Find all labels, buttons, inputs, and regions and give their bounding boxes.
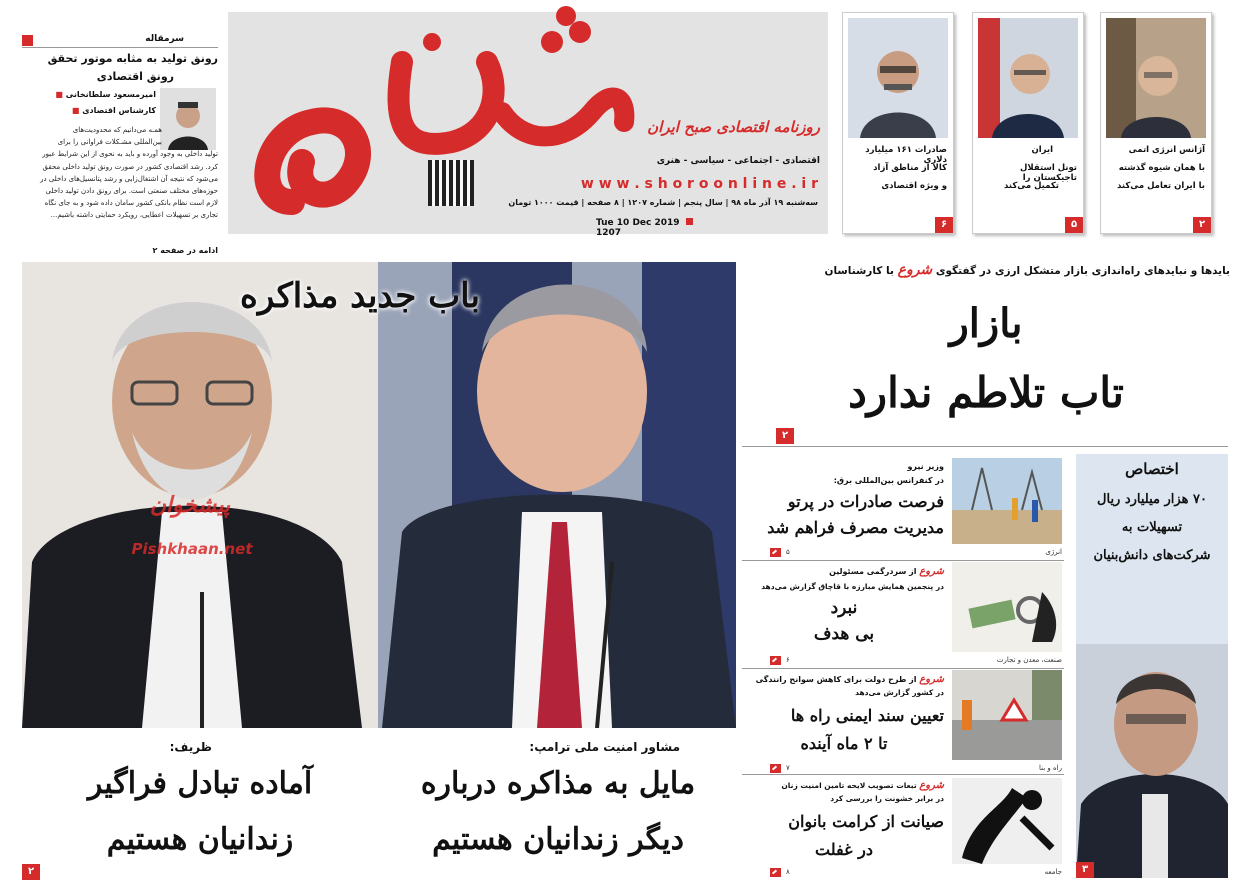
left-quote-2[interactable]: زندانیان هستیم: [106, 822, 294, 857]
date-en: Tue 10 Dec 2019: [596, 218, 680, 228]
kicker-text-2: از سردرگمی مسئولین: [829, 567, 917, 576]
news-divider-2: [742, 668, 1064, 669]
main-kicker: [742, 262, 1230, 278]
editorial-label-text: سرمقاله: [145, 34, 184, 44]
news-photo-3: [952, 670, 1062, 760]
news-kicker-1a: وزیر نیرو: [907, 462, 944, 471]
exclusive-line-1: ۷۰ هزار میلیارد ریال: [1097, 492, 1207, 507]
body-line: لازم است نظام بانکی کشور سامان داده شود و به جای نگاه: [44, 199, 218, 208]
teaser-photo-3: [848, 18, 948, 138]
news-headline-4b[interactable]: در غفلت: [815, 840, 873, 859]
kicker-text: بایدها و نبایدهای راه‌اندازی بازار متشکل ارزی در گفتگوی: [935, 265, 1230, 277]
dateline-fa: سه‌شنبه ۱۹ آذر ماه ۹۸ | سال پنجم | شماره ۱۲۰۷ | ۸ صفحه | قیمت ۱۰۰۰ تومان: [508, 198, 818, 207]
teaser-text-1c: با ایران تعامل می‌کند: [1116, 181, 1205, 191]
kicker-brand-2: شروع: [919, 566, 944, 577]
kicker-text-4: تبعات تصویب لایحه تامین امنیت زنان: [781, 781, 917, 790]
dateline-en: [596, 218, 721, 238]
body-line: بین‌المللی مشـکلات فراوانی را برای: [57, 138, 162, 147]
teaser-photo-1: [1106, 18, 1206, 138]
teaser-page-3: ۶: [935, 217, 953, 233]
left-quote-1[interactable]: آماده تبادل فراگیر: [87, 766, 313, 801]
news-photo-1: [952, 458, 1062, 544]
teaser-text-3a: صادرات ۱۶۱ میلیارد دلاری: [865, 145, 947, 165]
exclusive-line-3: شرکت‌های دانش‌بنیان: [1093, 548, 1211, 563]
left-quote-kicker: ظریف:: [169, 740, 212, 754]
exclusive-page: ۳: [1076, 862, 1094, 878]
right-quote-1[interactable]: مایل به مذاکره درباره: [420, 766, 696, 801]
news-kicker-3b: در کشور گزارش می‌دهد: [855, 688, 944, 697]
qr-code: [428, 160, 474, 206]
news-page-2: ۶: [786, 656, 790, 664]
news-headline-2a[interactable]: نبرد: [830, 598, 858, 618]
teaser-text-3b: کالا از مناطق آزاد: [873, 163, 947, 173]
watermark-fa: پیشخوان: [149, 492, 231, 518]
news-section-1: انرژی: [1045, 548, 1062, 556]
news-kicker-4a: [744, 780, 944, 791]
photo-story-page: ۲: [22, 864, 40, 880]
kicker-brand: شروع: [897, 262, 933, 278]
issue-en: 1207: [596, 228, 622, 238]
kicker-end: با کارشناسان: [824, 265, 894, 277]
editorial-continue-link[interactable]: ادامه در صفحه ۲: [152, 246, 218, 255]
editorial-section-label: [22, 34, 218, 48]
news-kicker-2a: [744, 566, 944, 577]
news-photo-4: [952, 778, 1062, 864]
news-divider-1: [742, 560, 1064, 561]
news-arrow-icon-2[interactable]: [770, 656, 781, 665]
body-line: می‌شود که نتیجه آن اشتغال‌زایی و رشد پتانسیل‌های داخلی در: [40, 174, 218, 183]
teaser-box-1[interactable]: [1100, 12, 1212, 234]
author-name: امیرمسعود سلطانخانی: [65, 90, 156, 99]
main-story-page: ۲: [776, 428, 794, 444]
editorial-label-arrow: [22, 35, 33, 46]
news-arrow-icon-4[interactable]: [770, 868, 781, 877]
teaser-text-2b: تونل استقلال تاجیکستان را: [1020, 163, 1077, 183]
teaser-box-2[interactable]: [972, 12, 1084, 234]
teaser-text-3c: و ویژه اقتصادی: [881, 181, 947, 191]
right-quote-kicker: مشاور امنیت ملی ترامپ:: [529, 740, 680, 754]
teaser-text-1a: آژانس انرژی اتمی: [1128, 145, 1205, 155]
author-role: کارشناس اقتصادی: [82, 106, 156, 115]
masthead-tagline: روزنامه اقتصادی صبح ایران: [647, 118, 820, 136]
body-line: کرد. رشد اقتصادی کشور در صورت رونق تولید داخلی محقق: [42, 162, 218, 171]
news-headline-3a[interactable]: تعیین سند ایمنی راه ها: [790, 706, 944, 725]
news-photo-2: [952, 562, 1062, 652]
news-page-3: ۷: [786, 764, 790, 772]
main-headline-1[interactable]: بازار: [949, 300, 1023, 347]
news-page-1: ۵: [786, 548, 790, 556]
news-section-4: جامعه: [1044, 868, 1062, 876]
right-quote-2[interactable]: دیگر زندانیان هستیم: [432, 822, 684, 857]
exclusive-line-2: تسهیلات به: [1121, 520, 1183, 535]
body-line: تجاری بر تسهیلات اعطایی، رویکرد حمایتی داشته باشیم...: [50, 211, 218, 220]
website-url[interactable]: w w w . s h o r o o n l i n e . i r: [580, 176, 818, 192]
news-headline-4a[interactable]: صیانت از کرامت بانوان: [788, 812, 944, 831]
news-arrow-icon-1[interactable]: [770, 548, 781, 557]
main-story-divider: [742, 446, 1228, 447]
news-headline-2b[interactable]: بی هدف: [813, 624, 875, 644]
teaser-page-1: ۲: [1193, 217, 1211, 233]
exclusive-label: اختصاص: [1125, 460, 1179, 478]
photo-banner: باب جدید مذاکره: [240, 276, 480, 316]
news-headline-1b[interactable]: مدیریت مصرف فراهم شد: [767, 518, 944, 537]
editorial-title-2[interactable]: رونق اقتصادی: [96, 70, 174, 83]
news-arrow-icon-3[interactable]: [770, 764, 781, 773]
news-kicker-4b: در برابر خشونت را بررسی کرد: [830, 794, 944, 803]
news-section-3: راه و بنا: [1038, 764, 1062, 772]
news-divider-3: [742, 774, 1064, 775]
news-headline-1a[interactable]: فرصت صادرات در پرتو: [787, 492, 944, 511]
kicker-brand-3: شروع: [919, 674, 944, 685]
news-kicker-2b: در پنجمین همایش مبارزه با قاچاق گزارش می‌دهد: [761, 582, 944, 591]
news-kicker-3a: [744, 674, 944, 685]
body-line: همـه می‌دانیم که محدودیت‌های: [72, 126, 162, 134]
main-headline-2[interactable]: تاب تلاطم ندارد: [848, 368, 1124, 417]
teaser-text-2c: تکمیل می‌کند: [1003, 181, 1059, 191]
teaser-text-2a: ایران: [1031, 145, 1053, 155]
watermark-en: Pishkhaan.net: [131, 540, 253, 558]
body-line: تولید داخلی به وجود آورده و باید به نحوی از این شرایط عبور: [42, 150, 218, 159]
news-section-2: صنعت، معدن و تجارت: [996, 656, 1062, 664]
editorial-author-name: امیرمسعود سلطانخانی ■: [55, 90, 156, 99]
masthead-sections: اقتصادی - اجتماعی - سیاسی - هنری: [656, 156, 820, 166]
editorial-title-1[interactable]: رونق تولید به مثابه موتور تحقق: [47, 52, 218, 65]
news-page-4: ۸: [786, 868, 790, 876]
editorial-author-role: کارشناس اقتصادی ■: [71, 106, 156, 115]
editorial-body: [22, 124, 218, 222]
kicker-text-3: از طرح دولت برای کاهش سوانح رانندگی: [755, 675, 917, 684]
news-kicker-1b: در کنفرانس بین‌المللی برق:: [833, 476, 944, 485]
teaser-page-2: ۵: [1065, 217, 1083, 233]
exclusive-box[interactable]: [1076, 454, 1228, 878]
body-line: حوزه‌های مختلف صنعتی است. برای رونق دادن تولید داخلی: [45, 187, 218, 196]
teaser-text-1b: با همان شیوه گذشته: [1118, 163, 1205, 173]
teaser-box-3[interactable]: [842, 12, 954, 234]
kicker-brand-4: شروع: [919, 780, 944, 791]
teaser-photo-2: [978, 18, 1078, 138]
exclusive-photo: [1076, 644, 1228, 878]
news-headline-3b[interactable]: تا ۲ ماه آینده: [800, 734, 888, 753]
